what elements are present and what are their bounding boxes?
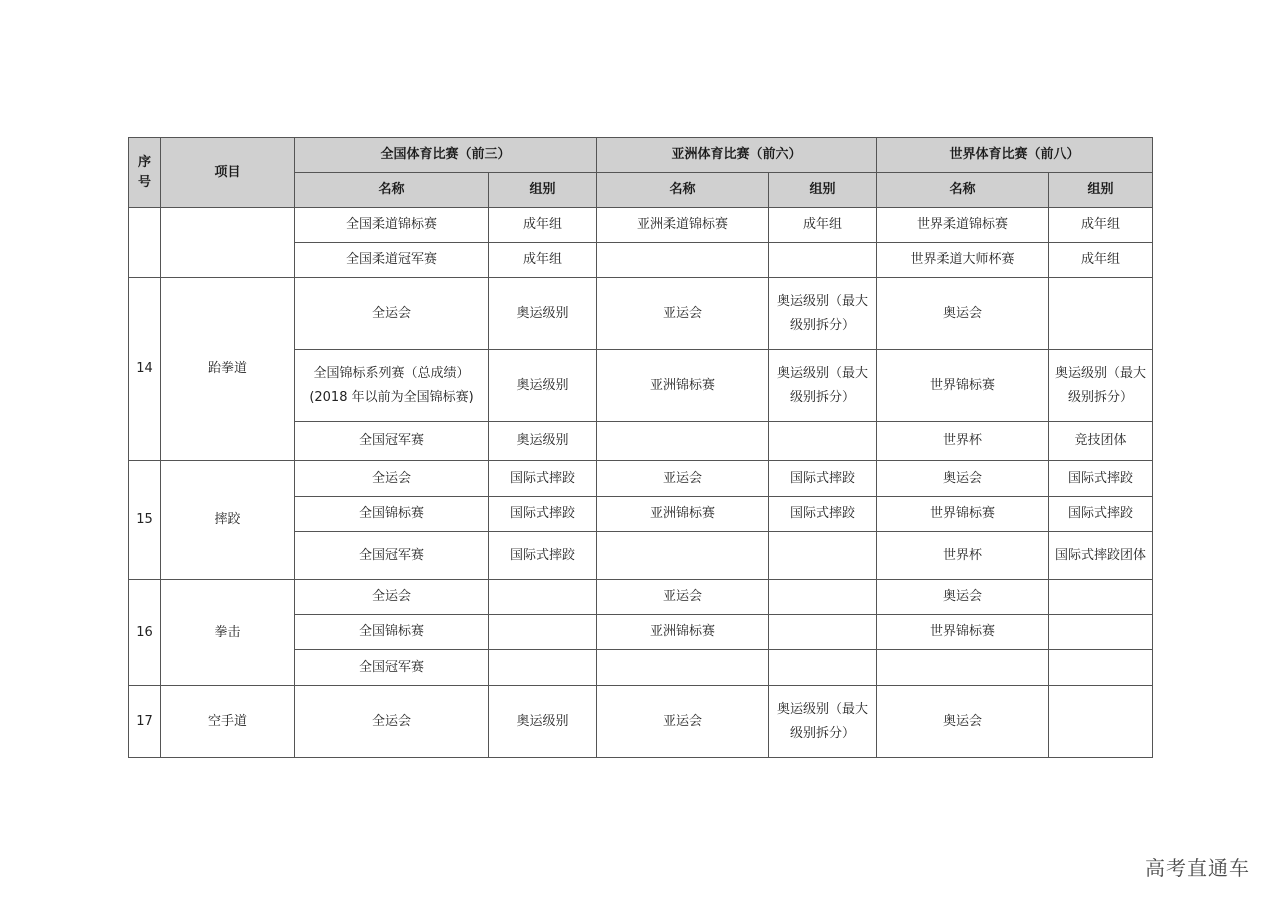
asian-group: 国际式摔跤 <box>769 461 877 497</box>
sport-seq: 17 <box>129 686 161 758</box>
national-group: 成年组 <box>489 243 597 278</box>
table-row <box>129 461 1153 497</box>
world-event: 世界杯 <box>877 532 1049 580</box>
world-group <box>1049 650 1153 686</box>
national-event: 全国锦标赛 <box>295 497 489 532</box>
world-group <box>1049 580 1153 615</box>
asian-event: 亚运会 <box>597 461 769 497</box>
header-item: 项目 <box>161 138 295 208</box>
asian-group: 成年组 <box>769 208 877 243</box>
asian-event: 亚洲锦标赛 <box>597 350 769 422</box>
sport-seq: 14 <box>129 278 161 461</box>
national-group <box>489 580 597 615</box>
world-group: 成年组 <box>1049 243 1153 278</box>
header-world-group: 组别 <box>1049 173 1153 208</box>
national-event: 全国冠军赛 <box>295 422 489 461</box>
sport-name: 拳击 <box>161 580 295 686</box>
national-group: 成年组 <box>489 208 597 243</box>
national-event: 全运会 <box>295 278 489 350</box>
asian-group: 奥运级别（最大级别拆分） <box>769 686 877 758</box>
world-event: 奥运会 <box>877 278 1049 350</box>
world-event: 世界柔道锦标赛 <box>877 208 1049 243</box>
sport-name: 跆拳道 <box>161 278 295 461</box>
world-group: 成年组 <box>1049 208 1153 243</box>
national-event: 全运会 <box>295 686 489 758</box>
asian-group <box>769 650 877 686</box>
table-row <box>129 580 1153 615</box>
sport-name: 空手道 <box>161 686 295 758</box>
national-group: 奥运级别 <box>489 686 597 758</box>
header-national-group: 组别 <box>489 173 597 208</box>
asian-event <box>597 422 769 461</box>
sport-seq: 15 <box>129 461 161 580</box>
world-event: 奥运会 <box>877 686 1049 758</box>
asian-event <box>597 650 769 686</box>
watermark-text: 高考直通车 <box>1145 856 1250 880</box>
national-event: 全国锦标系列赛（总成绩）(2018 年以前为全国锦标赛) <box>295 350 489 422</box>
world-group <box>1049 615 1153 650</box>
table-row <box>129 278 1153 350</box>
header-world: 世界体育比赛（前八） <box>877 138 1153 173</box>
national-group: 奥运级别 <box>489 278 597 350</box>
world-event: 奥运会 <box>877 580 1049 615</box>
asian-event <box>597 532 769 580</box>
national-group <box>489 650 597 686</box>
national-event: 全运会 <box>295 580 489 615</box>
sport-seq: 16 <box>129 580 161 686</box>
asian-event <box>597 243 769 278</box>
world-group: 国际式摔跤 <box>1049 461 1153 497</box>
world-event: 世界锦标赛 <box>877 615 1049 650</box>
asian-event: 亚运会 <box>597 278 769 350</box>
national-group: 奥运级别 <box>489 350 597 422</box>
national-event: 全国柔道锦标赛 <box>295 208 489 243</box>
world-event: 世界锦标赛 <box>877 497 1049 532</box>
national-group: 奥运级别 <box>489 422 597 461</box>
national-group <box>489 615 597 650</box>
national-group: 国际式摔跤 <box>489 461 597 497</box>
asian-group <box>769 243 877 278</box>
world-event <box>877 650 1049 686</box>
sport-name <box>161 208 295 278</box>
header-asian: 亚洲体育比赛（前六） <box>597 138 877 173</box>
header-national-name: 名称 <box>295 173 489 208</box>
header-asian-group: 组别 <box>769 173 877 208</box>
asian-group: 奥运级别（最大级别拆分） <box>769 350 877 422</box>
world-event: 世界柔道大师杯赛 <box>877 243 1049 278</box>
national-event: 全国锦标赛 <box>295 615 489 650</box>
asian-group: 国际式摔跤 <box>769 497 877 532</box>
national-event: 全国冠军赛 <box>295 532 489 580</box>
sport-name: 摔跤 <box>161 461 295 580</box>
asian-event: 亚洲锦标赛 <box>597 615 769 650</box>
asian-event: 亚运会 <box>597 686 769 758</box>
world-group <box>1049 686 1153 758</box>
asian-group <box>769 580 877 615</box>
asian-event: 亚洲柔道锦标赛 <box>597 208 769 243</box>
world-event: 世界锦标赛 <box>877 350 1049 422</box>
national-event: 全国柔道冠军赛 <box>295 243 489 278</box>
national-group: 国际式摔跤 <box>489 497 597 532</box>
world-group <box>1049 278 1153 350</box>
national-group: 国际式摔跤 <box>489 532 597 580</box>
world-event: 世界杯 <box>877 422 1049 461</box>
header-national: 全国体育比赛（前三） <box>295 138 597 173</box>
table-row <box>129 208 1153 243</box>
asian-group <box>769 422 877 461</box>
world-group: 国际式摔跤 <box>1049 497 1153 532</box>
table-row <box>129 686 1153 758</box>
national-event: 全国冠军赛 <box>295 650 489 686</box>
sport-seq <box>129 208 161 278</box>
header-seq: 序号 <box>129 138 161 208</box>
asian-event: 亚运会 <box>597 580 769 615</box>
world-group: 奥运级别（最大级别拆分） <box>1049 350 1153 422</box>
world-event: 奥运会 <box>877 461 1049 497</box>
national-event: 全运会 <box>295 461 489 497</box>
world-group: 国际式摔跤团体 <box>1049 532 1153 580</box>
asian-group: 奥运级别（最大级别拆分） <box>769 278 877 350</box>
header-world-name: 名称 <box>877 173 1049 208</box>
asian-group <box>769 615 877 650</box>
asian-group <box>769 532 877 580</box>
asian-event: 亚洲锦标赛 <box>597 497 769 532</box>
header-asian-name: 名称 <box>597 173 769 208</box>
sports-events-table <box>128 137 1153 758</box>
world-group: 竞技团体 <box>1049 422 1153 461</box>
